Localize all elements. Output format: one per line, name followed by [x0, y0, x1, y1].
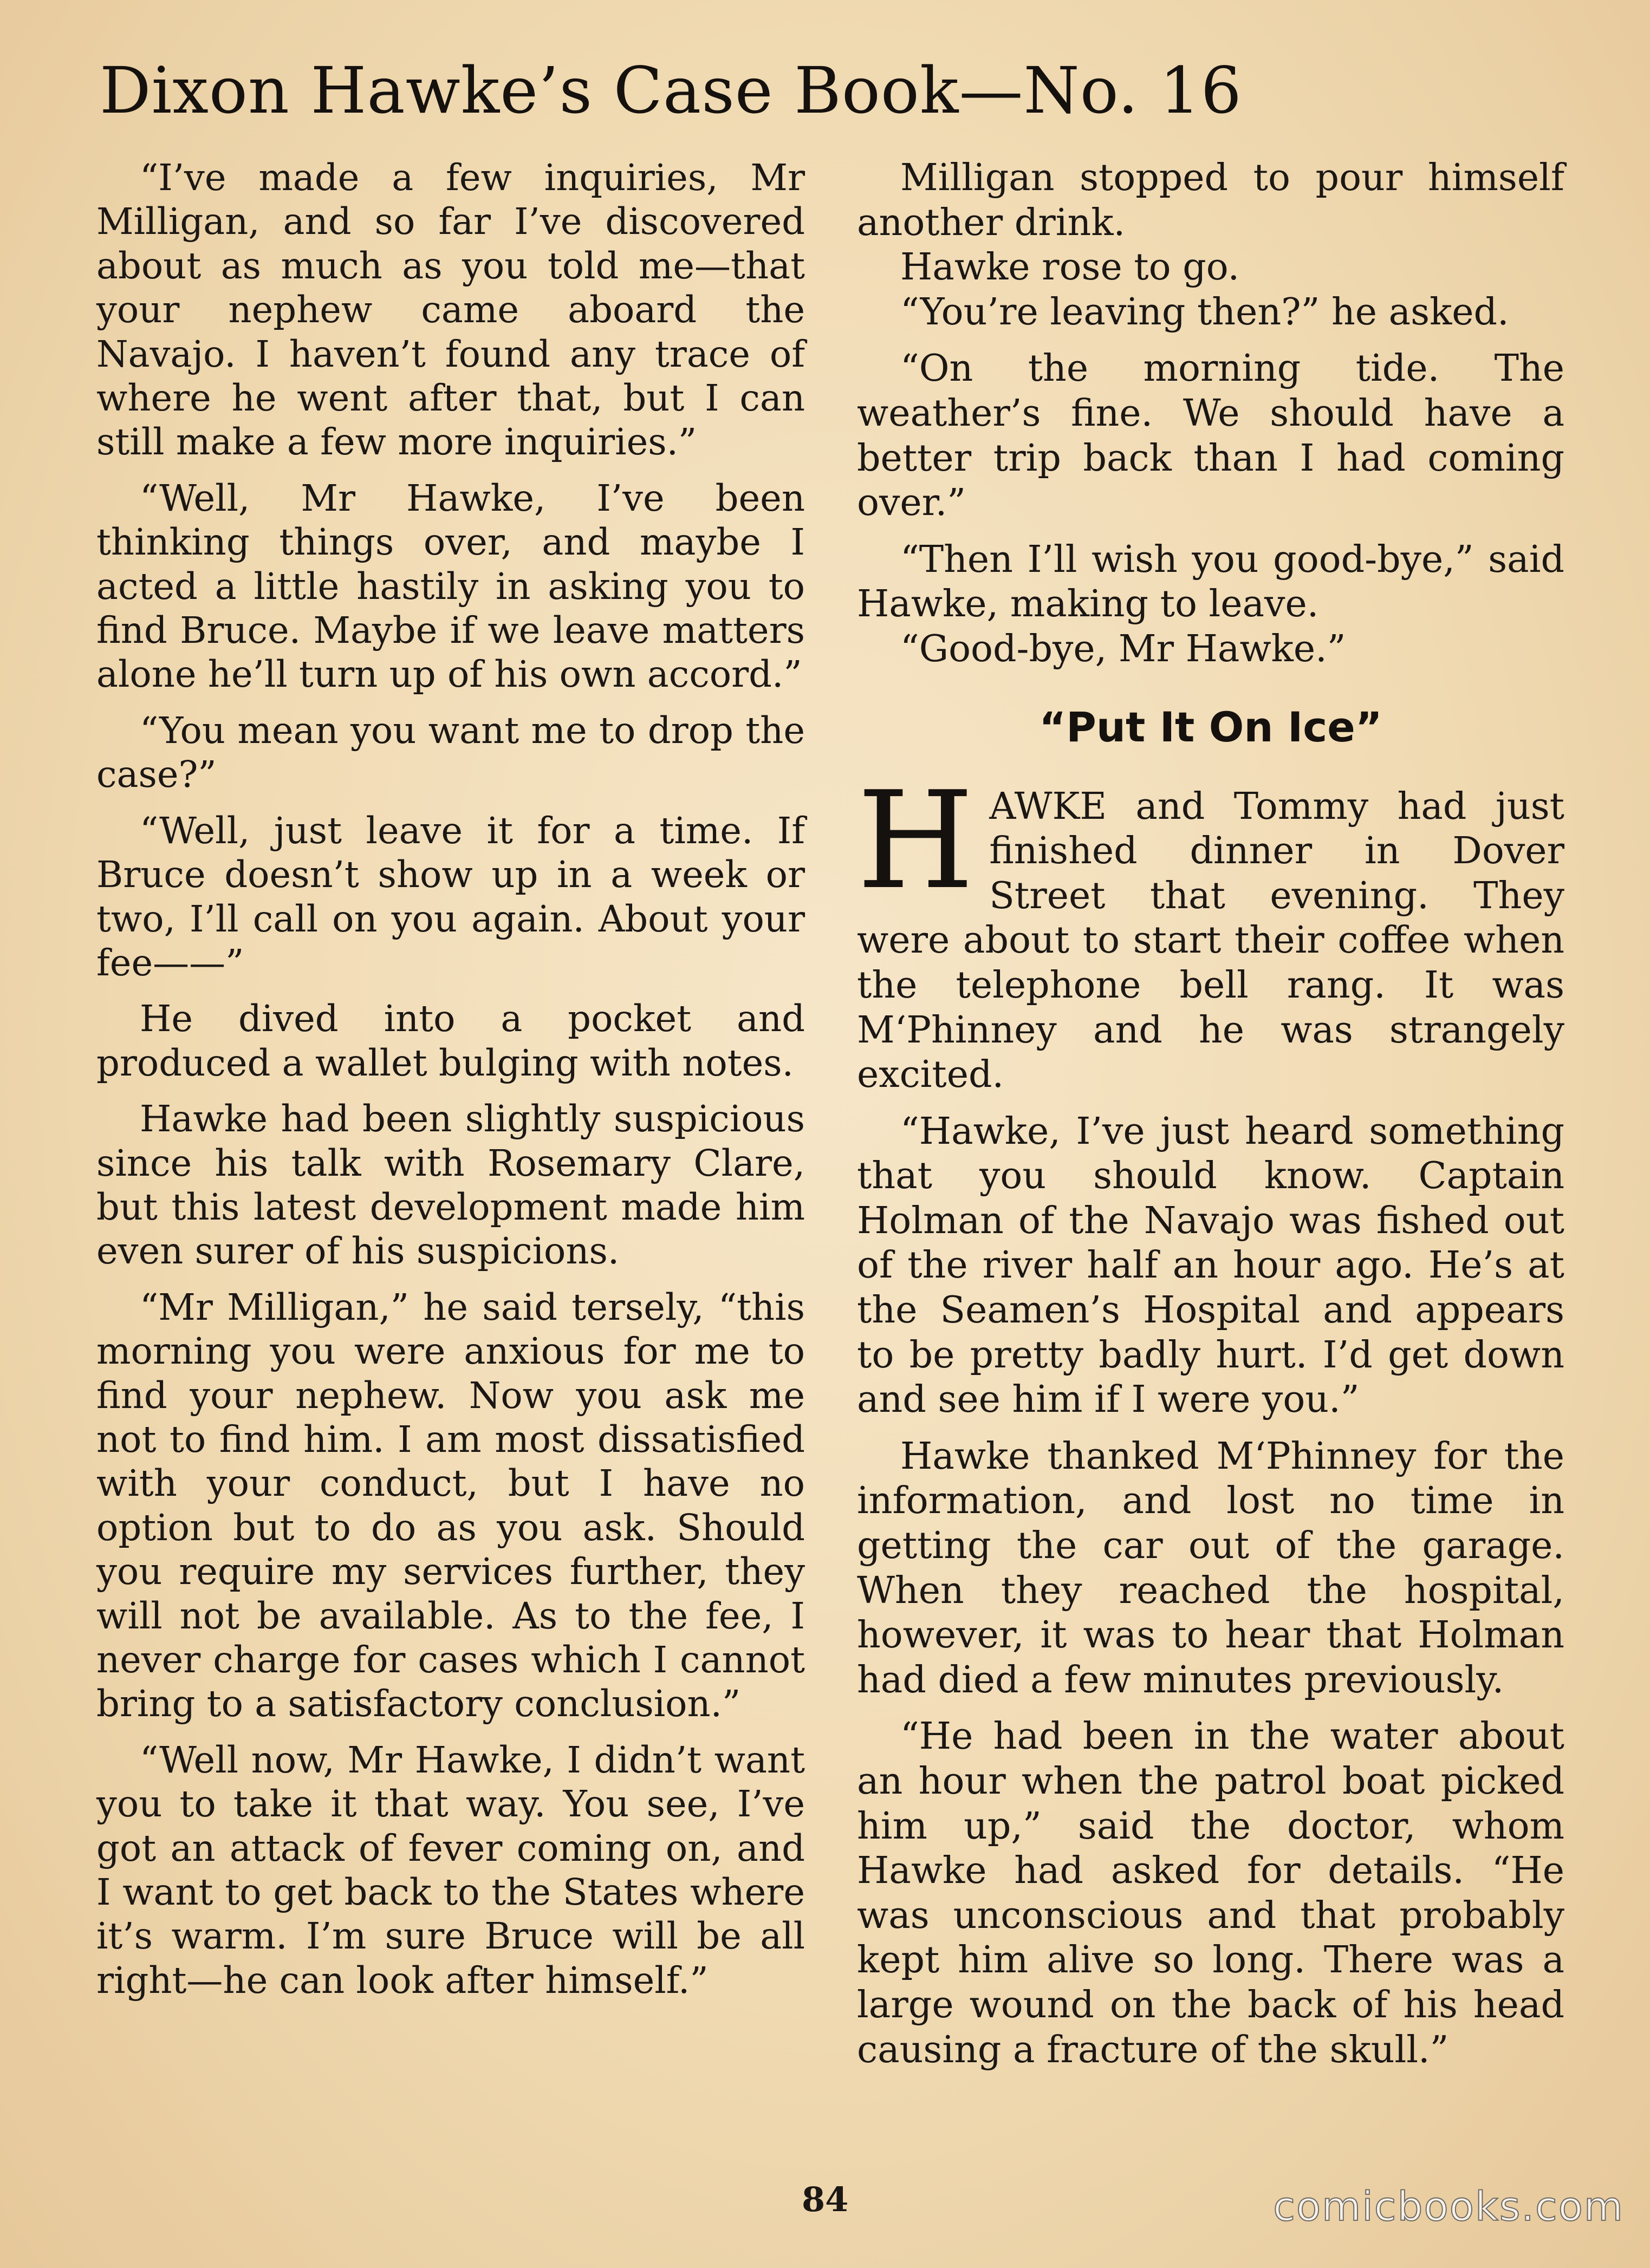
- paragraph: “Well, just leave it for a time. If Bruce doesn’t show up in a week or two, I’ll call on you again. About your fee——”: [96, 809, 805, 984]
- paragraph: “Hawke, I’ve just heard something that you should know. Captain Holman of the Navajo was fished out of the river half an hour ago. He’s at the Seamen’s Hospital and appears to be pretty badly hurt. I’d get down and see him if I were you.”: [857, 1110, 1564, 1422]
- left-text-column: [96, 156, 805, 2015]
- paragraph: “Well, Mr Hawke, I’ve been thinking things over, and maybe I acted a little hastily in asking you to find Bruce. Maybe if we leave matters alone he’ll turn up of his own accord.”: [96, 477, 805, 696]
- paragraph: “You’re leaving then?” he asked.: [900, 290, 1509, 334]
- page-title: Dixon Hawke’s Case Book—No. 16: [100, 53, 1242, 128]
- paragraph: Milligan stopped to pour himself another drink.: [857, 157, 1564, 244]
- right-text-column: [857, 156, 1564, 2084]
- section-heading: “Put It On Ice”: [1039, 702, 1382, 751]
- paragraph: He dived into a pocket and produced a wallet bulging with notes.: [96, 998, 805, 1084]
- paragraph: “Then I’ll wish you good-bye,” said Hawke, making to leave.: [857, 538, 1564, 626]
- paragraph: Hawke thanked M‘Phinney for the information, and lost no time in getting the car out of the garage. When they reached the hospital, however, it was to hear that Holman had died a few minutes previously.: [857, 1435, 1564, 1702]
- opening-text: AWKE and Tommy had just finished dinner in Dover Street that evening. They were about to start their coffee when the telephone bell rang. It was M‘Phinney and he was strangely excited.: [857, 785, 1564, 1097]
- paragraph: “Well now, Mr Hawke, I didn’t want you to take it that way. You see, I’ve got an attack of fever coming on, and I want to get back to the States where it’s warm. I’m sure Bruce will be all right—he can look after himself.”: [96, 1738, 805, 2002]
- paragraph: “Good-bye, Mr Hawke.”: [900, 627, 1346, 670]
- drop-cap: H: [857, 762, 975, 919]
- paragraph: “Mr Milligan,” he said tersely, “this morning you were anxious for me to find your nephew. Now you ask me not to find him. I am most dissatisfied with your conduct, but I have no option but to do as you ask. Should you require my services further, they will not be available. As to the fee, I never charge for cases which I cannot bring to a satisfactory conclusion.”: [96, 1286, 805, 1725]
- paragraph: “He had been in the water about an hour when the patrol boat picked him up,” said the doctor, whom Hawke had asked for details. “He was unconscious and that probably kept him alive so long. There was a large wound on the back of his head causing a fracture of the skull.”: [857, 1715, 1564, 2071]
- paragraph: Hawke rose to go.: [900, 246, 1240, 289]
- paragraph: “On the morning tide. The weather’s fine. We should have a better trip back than I had coming over.”: [857, 347, 1564, 525]
- paragraph: “I’ve made a few inquiries, Mr Milligan, and so far I’ve discovered about as much as you told me—that your nephew came aboard the Navajo. I haven’t found any trace of where he went after that, but I can still make a few more inquiries.”: [96, 157, 805, 464]
- paragraph: Hawke had been slightly suspicious since his talk with Rosemary Clare, but this latest development made him even surer of his suspicions.: [96, 1098, 805, 1273]
- watermark: comicbooks.com: [1273, 2184, 1624, 2230]
- opening-paragraph: [857, 762, 1564, 1098]
- paragraph: “You mean you want me to drop the case?”: [96, 709, 805, 796]
- page-number: 84: [802, 2180, 849, 2219]
